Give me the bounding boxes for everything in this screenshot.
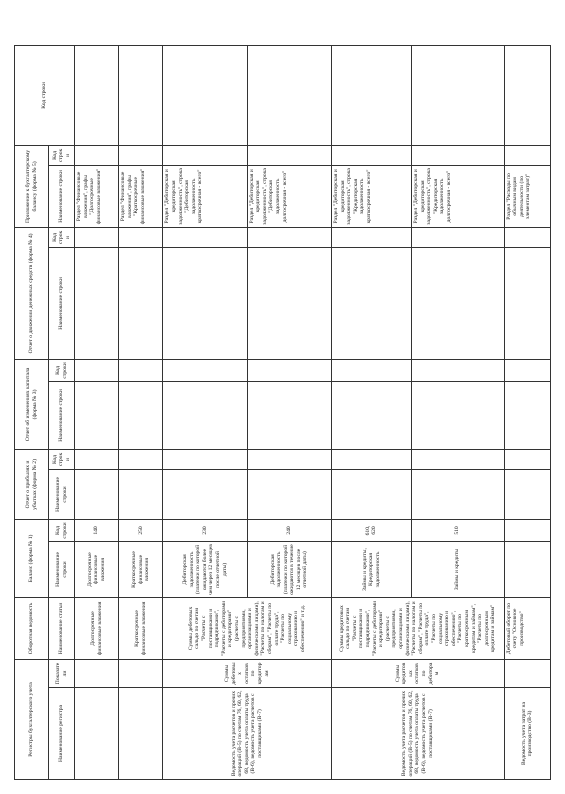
equity-code-cell: [411, 359, 504, 381]
pl-code-cell: [504, 449, 550, 469]
turnover-cell: Краткосрочные финансовые вложения: [119, 597, 163, 659]
pl-name-cell: [119, 469, 163, 519]
table-row: [163, 13, 247, 779]
equity-name-cell: [411, 381, 504, 449]
equity-name-cell: [119, 381, 163, 449]
balance-code-cell: 610, 620: [331, 519, 411, 541]
pl-code-cell: [119, 449, 163, 469]
balance-name-cell: Займы и кредиты: [411, 541, 504, 597]
cash-name-cell: [119, 247, 163, 359]
appendix-name-cell: Раздел "Финансовые вложения", графы "Краткосрочные финансовые вложения": [119, 165, 163, 227]
header-cash: Отчет о движении денежных средств (форма № 4): [15, 227, 49, 359]
balance-name-cell: Долгосрочные финансовые вложения: [75, 541, 119, 597]
cash-name-cell: [411, 247, 504, 359]
header-cash-line-code: Код строки: [49, 227, 75, 247]
appendix-code-cell: [163, 145, 247, 165]
pl-code-cell: [247, 449, 331, 469]
header-balance-line-code: Код строки: [49, 519, 75, 541]
equity-code-cell: [75, 359, 119, 381]
cash-code-cell: [75, 227, 119, 247]
header-register-name: Наименование регистра: [49, 688, 75, 780]
header-appendix-line-code: Код строки: [49, 145, 75, 165]
equity-name-cell: [75, 381, 119, 449]
cash-name-cell: [75, 247, 119, 359]
appendix-name-cell: Раздел "Дебиторская и кредиторская задолженность", строка "Кредиторская задолженность краткосрочная - всего": [331, 165, 411, 227]
header-pl: Отчет о прибылях и убытках (форма № 2): [15, 449, 49, 519]
cash-code-cell: [247, 227, 331, 247]
indicator-cell: [504, 659, 550, 687]
last-code-cell: [331, 45, 411, 145]
balance-name-cell: [504, 541, 550, 597]
turnover-cell: Суммы дебетовых сальдо по счетам "Расчеты с поставщиками и подрядчиками", "Расчеты с дебиторами и кредиторами" (расчеты с предприятиями, организациями и физическими лицами), "Расчеты по налогам и сборам", "Расчеты по оплате труда", "Расчеты по социальному страхованию и обеспечению" и т.д.: [163, 597, 331, 659]
register-name-cell: [75, 688, 119, 780]
pl-code-cell: [75, 449, 119, 469]
cash-code-cell: [163, 227, 247, 247]
equity-code-cell: [247, 359, 331, 381]
register-name-cell: Ведомость учета расчетов и прочих операций (В-5) по счетам 76, 60, 62, 68, ведомость учета оплаты труда (В-6), ведомость учета расчетов с поставщиками (В-7): [163, 688, 331, 780]
indicator-cell: [119, 659, 163, 687]
balance-code-cell: 140: [75, 519, 119, 541]
mapping-table: [14, 13, 551, 780]
balance-code-cell: 240: [247, 519, 331, 541]
cash-name-cell: [504, 247, 550, 359]
indicator-cell: Суммы дебетовых остатков по кредиторам: [163, 659, 331, 687]
balance-name-cell: Дебиторская задолженность (платежи по которой ожидаются в течение 12 месяцев после отчетной даты): [247, 541, 331, 597]
balance-name-cell: Займы и кредиты, Кредиторская задолженность: [331, 541, 411, 597]
cash-code-cell: [411, 227, 504, 247]
header-balance: Баланс (форма № 1): [15, 519, 49, 597]
balance-code-cell: 510: [411, 519, 504, 541]
cash-code-cell: [504, 227, 550, 247]
equity-name-cell: [504, 381, 550, 449]
register-name-cell: Ведомость учета расчетов и прочих операций (В-5) по счетам 76, 60, 62, 68, ведомость учета оплаты труда (В-6), ведомость учета расчетов с поставщиками (В-7): [331, 688, 504, 780]
balance-name-cell: Краткосрочные финансовые вложения: [119, 541, 163, 597]
equity-name-cell: [331, 381, 411, 449]
last-code-cell: [163, 45, 247, 145]
pl-name-cell: [504, 469, 550, 519]
equity-code-cell: [119, 359, 163, 381]
balance-code-cell: 250: [119, 519, 163, 541]
pl-name-cell: [247, 469, 331, 519]
cash-name-cell: [163, 247, 247, 359]
appendix-code-cell: [119, 145, 163, 165]
pl-name-cell: [163, 469, 247, 519]
table-row: [75, 13, 119, 779]
header-turnover: Оборотная ведомость: [15, 597, 49, 659]
balance-code-cell: 230: [163, 519, 247, 541]
last-code-cell: [247, 45, 331, 145]
header-ind-name: Наименование статьи: [49, 597, 75, 659]
header-line-code-last: Код строки: [15, 45, 75, 145]
pl-name-cell: [331, 469, 411, 519]
equity-name-cell: [247, 381, 331, 449]
appendix-name-cell: Раздел "Финансовые вложения", графы "Долгосрочные финансовые вложения": [75, 165, 119, 227]
header-cash-line-name: Наименование строки: [49, 247, 75, 359]
header-registers: Регистры бухгалтерского учета: [15, 659, 49, 779]
last-code-cell: [75, 45, 119, 145]
pl-code-cell: [331, 449, 411, 469]
indicator-cell: Суммы кредитовых остатков по дебиторам: [331, 659, 504, 687]
pl-name-cell: [75, 469, 119, 519]
header-equity-line-code: Код строки: [49, 359, 75, 381]
appendix-name-cell: Раздел "Дебиторская и кредиторская задолженность", строка "Дебиторская задолженность краткосрочная - всего": [163, 165, 247, 227]
header-balance-line-name: Наименование строки: [49, 541, 75, 597]
equity-code-cell: [163, 359, 247, 381]
turnover-cell: Суммы кредитовых сальдо по счетам "Расчеты с поставщиками и подрядчиками", "Расчеты с дебиторами и кредиторами" (расчеты с предприятиями, организациями и физическими лицами), "Расчеты по налогам и сборам", "Расчеты по оплате труда", "Расчеты по социальному страхованию и обеспечению", "Расчеты по краткосрочным кредитам и займам", "Расчеты по долгосрочным кредитам и займам": [331, 597, 504, 659]
header-indicator: Показатели: [49, 659, 75, 687]
appendix-name-cell: Раздел "Дебиторская и кредиторская задолженность", строка "Кредиторская задолженность долгосрочная - всего": [411, 165, 504, 227]
turnover-cell: Долгосрочные финансовые вложения: [75, 597, 119, 659]
cash-name-cell: [247, 247, 331, 359]
appendix-name-cell: Раздел "Дебиторская и кредиторская задолженность", строка "Дебиторская задолженность долгосрочная - всего": [247, 165, 331, 227]
indicator-cell: [75, 659, 119, 687]
cash-code-cell: [119, 227, 163, 247]
last-code-cell: [411, 45, 504, 145]
table-row: [119, 13, 163, 779]
header-pl-line-code: Код строки: [49, 449, 75, 469]
table-header: [15, 13, 75, 779]
table-body: [75, 13, 551, 779]
cash-name-cell: [331, 247, 411, 359]
header-pl-line-name: Наименование строки: [49, 469, 75, 519]
turnover-cell: Дебетовый оборот по счету "Основное производство": [504, 597, 550, 659]
table-row: [331, 13, 411, 779]
last-code-cell: [504, 45, 550, 145]
header-appendix-line-name: Наименование строки: [49, 165, 75, 227]
equity-code-cell: [504, 359, 550, 381]
appendix-code-cell: [504, 145, 550, 165]
table-row: [504, 13, 550, 779]
pl-code-cell: [163, 449, 247, 469]
header-equity-line-name: Наименование строки: [49, 381, 75, 449]
header-equity: Отчет об изменениях капитала (форма № 3): [15, 359, 49, 449]
cash-code-cell: [331, 227, 411, 247]
pl-code-cell: [411, 449, 504, 469]
pl-name-cell: [411, 469, 504, 519]
appendix-code-cell: [411, 145, 504, 165]
register-name-cell: [119, 688, 163, 780]
equity-name-cell: [163, 381, 247, 449]
appendix-code-cell: [331, 145, 411, 165]
register-name-cell: Ведомость учета затрат на производство (В-3): [504, 688, 550, 780]
header-appendix: Приложение к бухгалтерскому балансу (форма № 5): [15, 145, 49, 227]
appendix-code-cell: [75, 145, 119, 165]
last-code-cell: [119, 45, 163, 145]
equity-code-cell: [331, 359, 411, 381]
appendix-code-cell: [247, 145, 331, 165]
balance-name-cell: Дебиторская задолженность (платежи по которой ожидаются более чем через 12 месяцев после отчетной даты): [163, 541, 247, 597]
balance-code-cell: [504, 519, 550, 541]
appendix-name-cell: Раздел "Расходы по обычным видам деятельности (по элементам затрат)": [504, 165, 550, 227]
